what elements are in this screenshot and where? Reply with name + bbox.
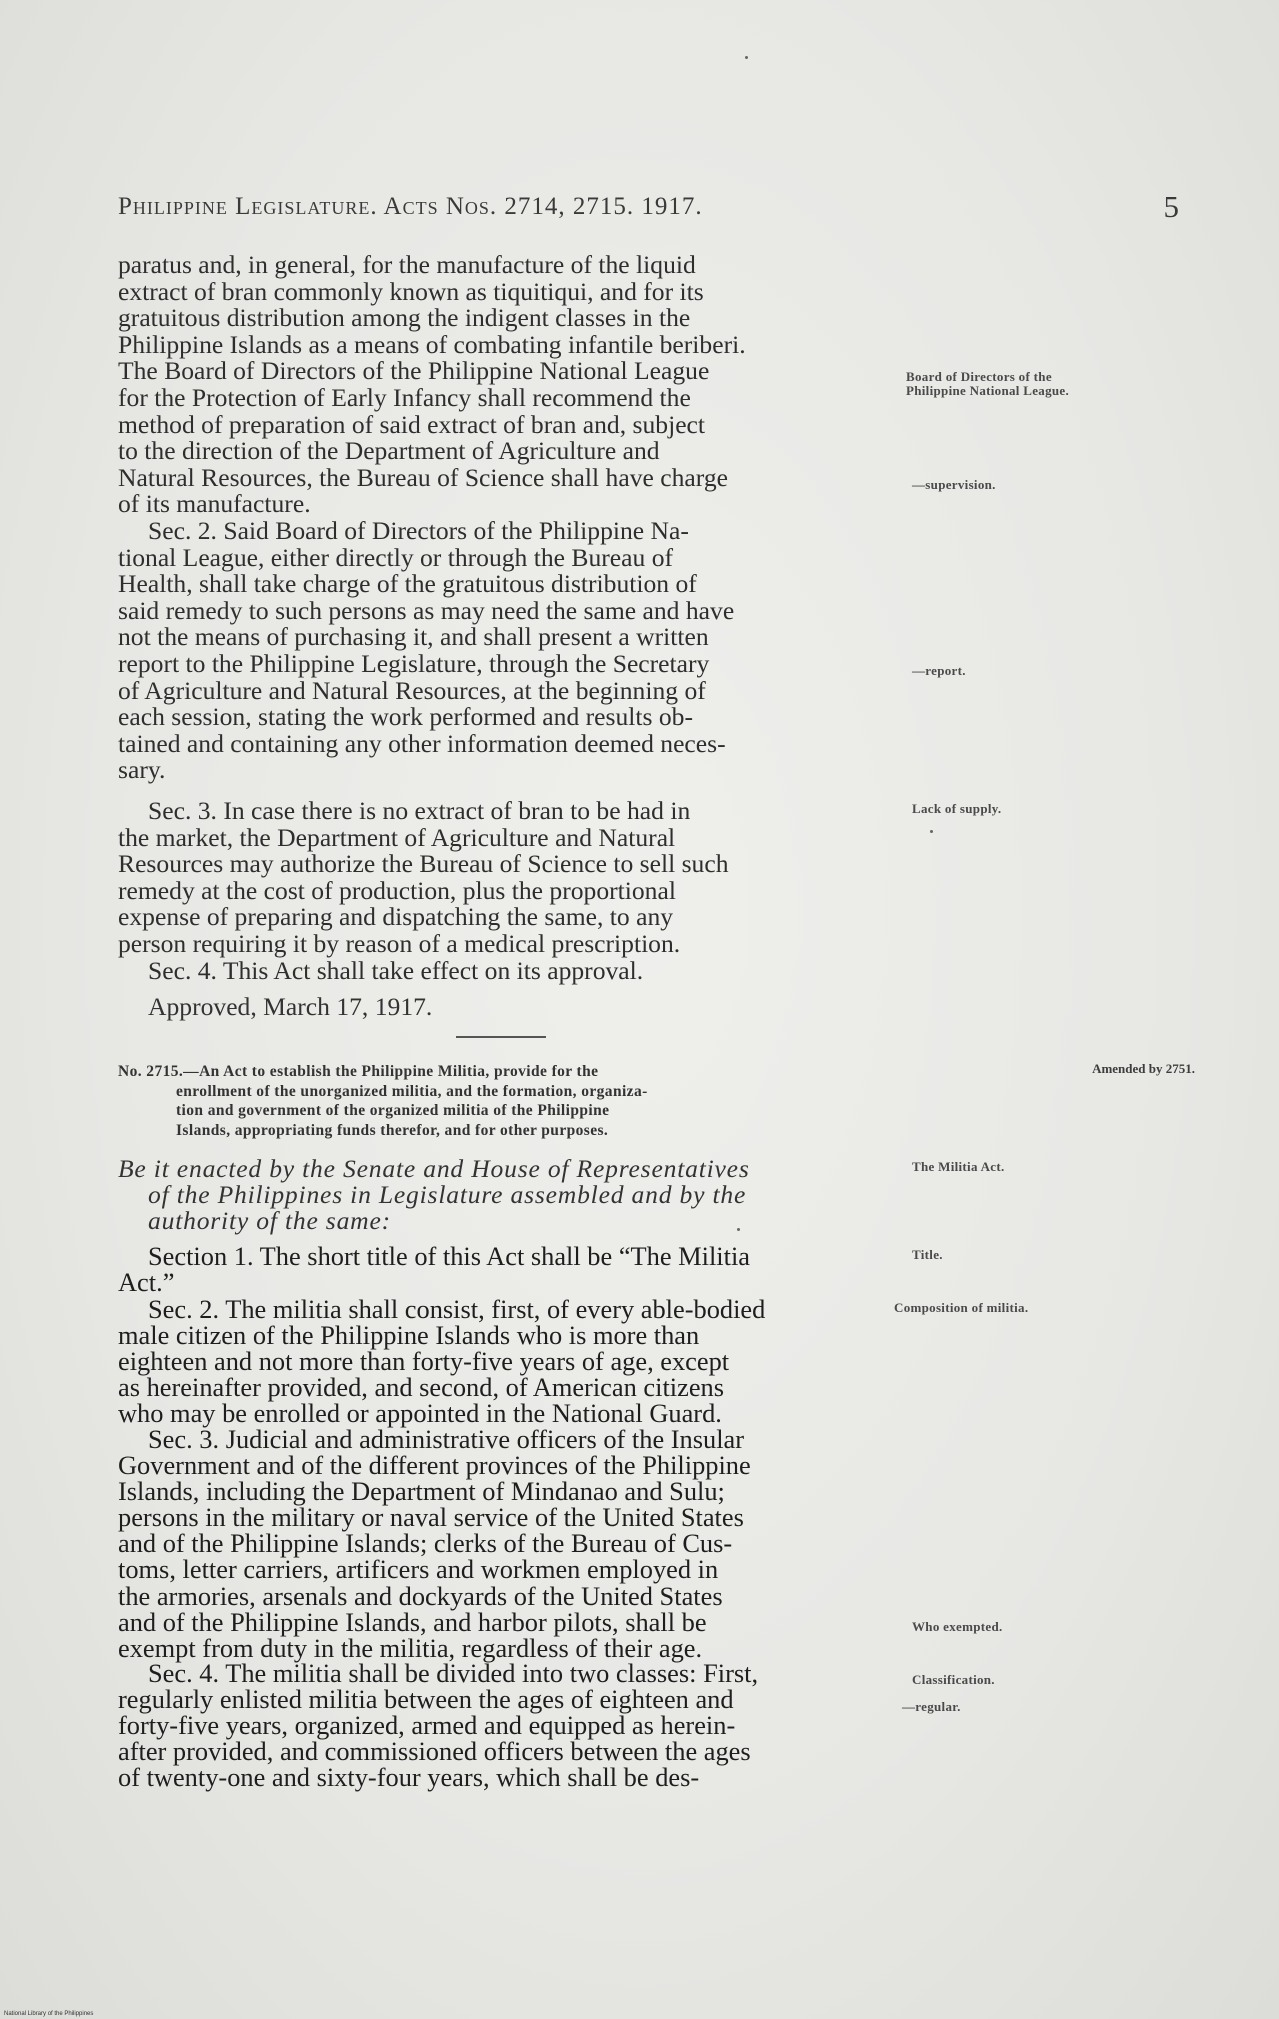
text-line: Sec. 4. This Act shall take effect on its approval. <box>148 955 644 985</box>
text-line: Sec. 3. In case there is no extract of bran to be had in <box>148 796 691 825</box>
margin-note-supervision: —supervision. <box>912 477 996 492</box>
text-line: the market, the Department of Agriculture and Natural <box>118 822 676 852</box>
text-line: persons in the military or naval service of the United States <box>118 1502 744 1533</box>
text-line: expense of preparing and dispatching the same, to any <box>118 902 674 932</box>
summary-line: No. 2715.—An Act to establish the Philippine Militia, provide for the <box>118 1063 599 1080</box>
text-line: Natural Resources, the Bureau of Science shall have charge <box>118 462 728 492</box>
text-line: to the direction of the Department of Agriculture and <box>118 436 660 466</box>
margin-note-militia-act: The Militia Act. <box>912 1159 1005 1174</box>
text-line: and of the Philippine Islands, and harbor pilots, shall be <box>118 1606 707 1637</box>
enacting-clause <box>118 1156 883 1234</box>
summary-line: tion and government of the organized militia of the Philippine <box>176 1102 610 1119</box>
margin-note-report: —report. <box>912 663 966 678</box>
text-line: who may be enrolled or appointed in the National Guard. <box>118 1398 722 1429</box>
summary-line: Islands, appropriating funds therefor, and for other purposes. <box>176 1121 609 1139</box>
text-line: Act.” <box>118 1267 175 1298</box>
scan-speck <box>930 830 933 833</box>
section-divider <box>456 1036 546 1038</box>
text-line: forty-five years, organized, armed and equipped as herein- <box>118 1710 736 1741</box>
text-line: Sec. 2. The militia shall consist, first, of every able-bodied <box>148 1294 766 1324</box>
margin-note-title: Title. <box>912 1247 943 1262</box>
text-line: Sec. 2. Said Board of Directors of the Philippine Na- <box>148 516 689 545</box>
enact-line: Be it enacted by the Senate and House of Representatives <box>118 1154 750 1183</box>
margin-note-regular: —regular. <box>902 1699 961 1714</box>
text-line: after provided, and commissioned officers between the ages <box>118 1736 751 1767</box>
act-2714-sec3 <box>118 798 883 984</box>
act-2714-para1 <box>118 252 883 518</box>
text-line: tional League, either directly or through the Bureau of <box>118 542 674 572</box>
text-line: Philippine Islands as a means of combating infantile beriberi. <box>118 329 746 359</box>
act-2715-sec4 <box>118 1658 883 1793</box>
text-line: Resources may authorize the Bureau of Science to sell such <box>118 849 729 879</box>
text-line: method of preparation of said extract of bran and, subject <box>118 409 706 439</box>
running-head-title: Philippine Legislature. Acts Nos. 2714, 2715. 1917. <box>118 193 703 220</box>
text-line: exempt from duty in the militia, regardless of their age. <box>118 1632 703 1663</box>
text-line: Islands, including the Department of Mindanao and Sulu; <box>118 1476 725 1507</box>
text-line: Sec. 4. The militia shall be divided into two classes: First, <box>148 1658 759 1688</box>
margin-note-amended: Amended by 2751. <box>1092 1061 1195 1076</box>
text-line: as hereinafter provided, and second, of American citizens <box>118 1372 725 1403</box>
running-head <box>118 189 1180 224</box>
approved-date: Approved, March 17, 1917. <box>148 992 433 1021</box>
text-line: tained and containing any other information deemed neces- <box>118 728 726 758</box>
margin-note-board: Board of Directors of the Philippine National League. <box>906 369 1070 398</box>
act-2715-summary <box>118 1062 884 1140</box>
act-2715-sec1 <box>118 1241 883 1298</box>
scan-speck <box>745 56 748 59</box>
text-line: The Board of Directors of the Philippine National League <box>118 356 710 386</box>
text-line: Sec. 3. Judicial and administrative officers of the Insular <box>148 1424 745 1454</box>
enact-line: authority of the same: <box>148 1206 391 1235</box>
text-line: said remedy to such persons as may need the same and have <box>118 595 735 625</box>
text-line: Health, shall take charge of the gratuitous distribution of <box>118 569 697 599</box>
summary-line: enrollment of the unorganized militia, and the formation, organiza- <box>176 1082 648 1100</box>
text-line: of Agriculture and Natural Resources, at the beginning of <box>118 675 706 705</box>
text-line: remedy at the cost of production, plus the proportional <box>118 875 676 905</box>
text-line: report to the Philippine Legislature, through the Secretary <box>118 648 710 678</box>
text-line: Government and of the different provinces of the Philippine <box>118 1450 751 1481</box>
scan-footer: National Library of the Philippines <box>4 2011 94 2017</box>
margin-note-composition: Composition of militia. <box>894 1300 1029 1315</box>
text-line: Section 1. The short title of this Act shall be “The Militia <box>148 1241 750 1271</box>
text-line: of twenty-one and sixty-four years, which shall be des- <box>118 1762 700 1793</box>
text-line: gratuitous distribution among the indigent classes in the <box>118 303 691 333</box>
margin-note-classification: Classification. <box>912 1672 995 1687</box>
enact-line: of the Philippines in Legislature assembled and by the <box>148 1180 747 1209</box>
text-line: toms, letter carriers, artificers and workmen employed in <box>118 1554 719 1585</box>
act-2714-sec2 <box>118 518 883 784</box>
text-line: and of the Philippine Islands; clerks of the Bureau of Cus- <box>118 1528 733 1559</box>
text-line: the armories, arsenals and dockyards of the United States <box>118 1580 723 1611</box>
page-number: 5 <box>1163 189 1180 224</box>
text-line: paratus and, in general, for the manufacture of the liquid <box>118 250 696 279</box>
text-line: each session, stating the work performed and results ob- <box>118 702 693 732</box>
text-line: of its manufacture. <box>118 489 311 519</box>
scan-speck <box>737 1228 740 1231</box>
margin-note-lack-of-supply: Lack of supply. <box>912 801 1002 816</box>
text-line: sary. <box>118 755 166 785</box>
act-2715-sec2 <box>118 1294 883 1429</box>
text-line: eighteen and not more than forty-five years of age, except <box>118 1346 730 1377</box>
margin-note-who-exempted: Who exempted. <box>912 1619 1003 1634</box>
text-line: extract of bran commonly known as tiquitiqui, and for its <box>118 276 704 306</box>
text-line: male citizen of the Philippine Islands who is more than <box>118 1320 700 1351</box>
text-line: for the Protection of Early Infancy shall recommend the <box>118 382 691 412</box>
text-line: regularly enlisted militia between the ages of eighteen and <box>118 1684 734 1715</box>
text-line: not the means of purchasing it, and shall present a written <box>118 622 709 652</box>
act-2715-sec3 <box>118 1426 883 1661</box>
text-line: person requiring it by reason of a medical prescription. <box>118 928 681 958</box>
